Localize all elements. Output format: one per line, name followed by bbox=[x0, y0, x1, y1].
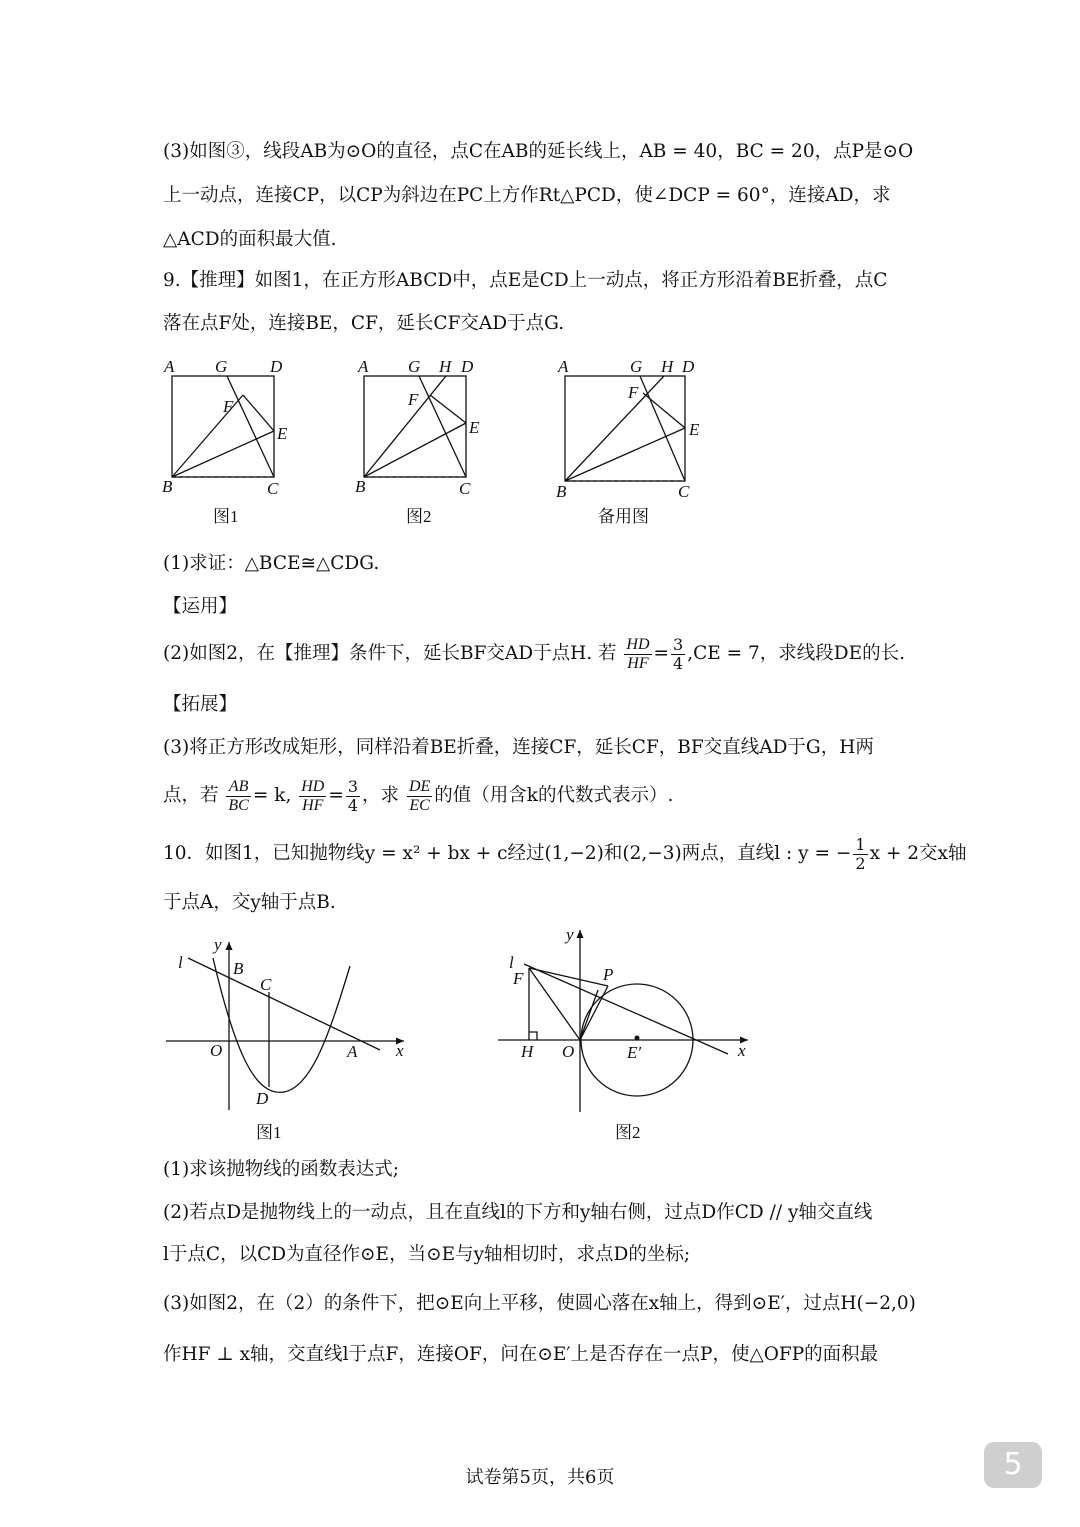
frac-num: DE bbox=[408, 777, 431, 795]
fig1-label-A: A bbox=[347, 1042, 358, 1061]
fig3-label-B: B bbox=[556, 482, 567, 501]
frac-den: HF bbox=[627, 654, 649, 672]
frac-den: 4 bbox=[673, 653, 684, 673]
q10-part3-line2: 作HF ⊥ x轴，交直线l于点F，连接OF，问在⊙E′上是否存在一点P，使△OFP的面积最 bbox=[163, 1344, 879, 1365]
fig1-line-FE bbox=[243, 395, 274, 431]
fig3-rect bbox=[565, 376, 685, 481]
frac-num: 3 bbox=[347, 776, 359, 796]
fig2-label-O: O bbox=[562, 1042, 575, 1061]
q8-part3-line1: (3)如图③，线段AB为⊙O的直径，点C在AB的延长线上，AB = 40，BC = 20，点P是⊙O bbox=[163, 141, 914, 162]
q9-part3-text-a: 点，若 bbox=[163, 785, 219, 806]
fig1-caption: 图1 bbox=[213, 507, 239, 526]
q9-line2: 落在点F处，连接BE，CF，延长CF交AD于点G. bbox=[163, 313, 565, 334]
fig2-line-OF bbox=[529, 968, 580, 1040]
q9-part3-eq: = bbox=[328, 785, 344, 806]
fig2-caption: 图2 bbox=[615, 1123, 641, 1142]
fig2-label-G: G bbox=[408, 357, 421, 376]
q10-line1 bbox=[163, 830, 967, 878]
q9-part2-eq: = bbox=[653, 643, 670, 664]
q10-line2: 于点A，交y轴于点B. bbox=[163, 892, 336, 913]
q8-part3-line2: 上一动点，连接CP，以CP为斜边在PC上方作Rt△PCD，使∠DCP = 60°，连接AD，求 bbox=[163, 185, 891, 206]
fig2-line-OP bbox=[580, 986, 608, 1040]
q10-part3-line1: (3)如图2，在（2）的条件下，把⊙E向上平移，使圆心落在x轴上，得到⊙E′，过点H(−2,0) bbox=[163, 1293, 916, 1314]
frac-num: 3 bbox=[673, 634, 684, 654]
fig1-label-C: C bbox=[267, 479, 279, 498]
frac-num: AB bbox=[226, 778, 250, 797]
fig1-caption: 图1 bbox=[256, 1123, 282, 1142]
fig2-caption: 图2 bbox=[406, 507, 432, 526]
fig2-label-E-prime: E′ bbox=[627, 1043, 642, 1062]
q10-part2-line1: (2)若点D是抛物线上的一动点，且在直线l的下方和y轴右侧，过点D作CD // y轴交直线 bbox=[163, 1202, 873, 1223]
frac-num: HD bbox=[301, 777, 325, 795]
q9-part2-frac-value bbox=[671, 636, 685, 673]
fig3-label-C: C bbox=[678, 482, 690, 501]
fig1-square bbox=[172, 376, 274, 477]
q9-section-extend: 【拓展】 bbox=[163, 694, 238, 715]
q8-part3-line3: △ACD的面积最大值. bbox=[163, 229, 337, 250]
fig2-line-BE bbox=[364, 423, 466, 477]
q9-part3-frac-ab-bc bbox=[226, 778, 250, 815]
q9-part3-k: = k, bbox=[252, 785, 292, 806]
q9-part1: (1)求证：△BCE≅△CDG. bbox=[163, 553, 380, 574]
fig3-label-F: F bbox=[628, 383, 639, 402]
fig1-label-A: A bbox=[164, 357, 175, 376]
fig2-line-FE bbox=[430, 395, 466, 423]
frac-den: EC bbox=[409, 796, 430, 814]
fig1-label-B: B bbox=[162, 477, 173, 496]
fig2-line-OP2 bbox=[580, 990, 598, 1040]
fig2-label-y: y bbox=[566, 925, 574, 944]
fig1-label-B: B bbox=[233, 959, 244, 978]
fig3-label-A: A bbox=[558, 357, 569, 376]
q10-figures bbox=[0, 922, 1080, 1152]
frac-num: HD bbox=[626, 635, 650, 653]
fig2-label-E: E bbox=[469, 418, 480, 437]
fig3-caption: 备用图 bbox=[598, 507, 649, 526]
fig2-label-D: D bbox=[461, 357, 474, 376]
fig2-label-H: H bbox=[521, 1042, 534, 1061]
frac-den: 4 bbox=[347, 795, 359, 815]
q9-figures bbox=[0, 350, 1080, 540]
q9-part3-frac-de-ec bbox=[407, 778, 432, 815]
fig2-label-l: l bbox=[509, 953, 514, 972]
fig1-label-D: D bbox=[270, 357, 283, 376]
q9-part3-text-b: ，求 bbox=[362, 785, 400, 806]
q9-part3-frac-value bbox=[346, 778, 360, 815]
fig2-right-angle bbox=[529, 1032, 537, 1040]
q9-part3-text-c: 的值（用含k的代数式表示）. bbox=[434, 785, 674, 806]
frac-num: 1 bbox=[855, 834, 866, 854]
q9-part2 bbox=[163, 630, 915, 678]
fig1-label-D: D bbox=[256, 1089, 269, 1108]
q9-part3-line1: (3)将正方形改成矩形，同样沿着BE折叠，连接CF，延长CF，BF交直线AD于G，H两 bbox=[163, 737, 874, 758]
fig1-line-CG bbox=[227, 376, 274, 477]
fig3-line-BE bbox=[565, 428, 685, 481]
fig2-label-B: B bbox=[355, 477, 366, 496]
frac-den: BC bbox=[228, 796, 249, 814]
fig1-label-F: F bbox=[223, 397, 234, 416]
fig1-label-O: O bbox=[210, 1041, 223, 1060]
fig2-label-F: F bbox=[513, 969, 524, 988]
q9-line1: 9.【推理】如图1，在正方形ABCD中，点E是CD上一动点，将正方形沿着BE折叠，点C bbox=[163, 270, 888, 291]
fig1-label-l: l bbox=[178, 953, 183, 972]
fig2-label-C: C bbox=[459, 479, 471, 498]
fig2-label-F: F bbox=[408, 390, 419, 409]
q9-part2-text-a: (2)如图2，在【推理】条件下，延长BF交AD于点H. 若 bbox=[163, 643, 617, 664]
fig2-label-H: H bbox=[439, 357, 452, 376]
q9-part2-frac-hd-hf bbox=[624, 636, 651, 673]
fig1-label-C: C bbox=[260, 975, 272, 994]
q10-line1-frac bbox=[853, 836, 867, 873]
fig3-line-FE bbox=[643, 393, 685, 428]
page-number-badge: 5 bbox=[984, 1442, 1042, 1488]
fig1-label-E: E bbox=[277, 424, 288, 443]
q9-part2-text-b: ,CE = 7，求线段DE的长. bbox=[687, 643, 905, 664]
q10-part1: (1)求该抛物线的函数表达式; bbox=[163, 1159, 399, 1180]
fig1-label-y: y bbox=[214, 935, 222, 954]
fig3-label-G: G bbox=[630, 357, 643, 376]
frac-den: HF bbox=[302, 796, 324, 814]
fig2-center-dot bbox=[635, 1036, 640, 1041]
q9-part3-frac-hd-hf bbox=[299, 778, 326, 815]
q9-section-apply: 【运用】 bbox=[163, 596, 238, 617]
q9-part3-line2 bbox=[163, 772, 915, 820]
fig3-line-BH bbox=[565, 376, 664, 481]
fig2-label-A: A bbox=[358, 357, 369, 376]
fig2-line-BH bbox=[364, 376, 446, 477]
fig1-label-x: x bbox=[396, 1041, 404, 1060]
fig1-label-G: G bbox=[215, 357, 228, 376]
fig3-label-E: E bbox=[689, 420, 700, 439]
fig3-label-H: H bbox=[661, 357, 674, 376]
page-footer: 试卷第5页，共6页 bbox=[465, 1467, 615, 1488]
fig2-label-P: P bbox=[603, 965, 614, 984]
q10-part2-line2: l于点C，以CD为直径作⊙E，当⊙E与y轴相切时，求点D的坐标; bbox=[163, 1244, 691, 1265]
frac-den: 2 bbox=[855, 853, 866, 873]
q10-line1-text-a: 10．如图1，已知抛物线y = x² + bx + c经过(1,−2)和(2,−3)两点，直线l : y = − bbox=[163, 843, 852, 864]
fig3-label-D: D bbox=[682, 357, 695, 376]
fig3-line-CG bbox=[640, 376, 685, 481]
fig2-label-x: x bbox=[738, 1041, 746, 1060]
q10-line1-text-b: x + 2交x轴 bbox=[869, 843, 967, 864]
fig1-line-BE bbox=[172, 431, 274, 477]
